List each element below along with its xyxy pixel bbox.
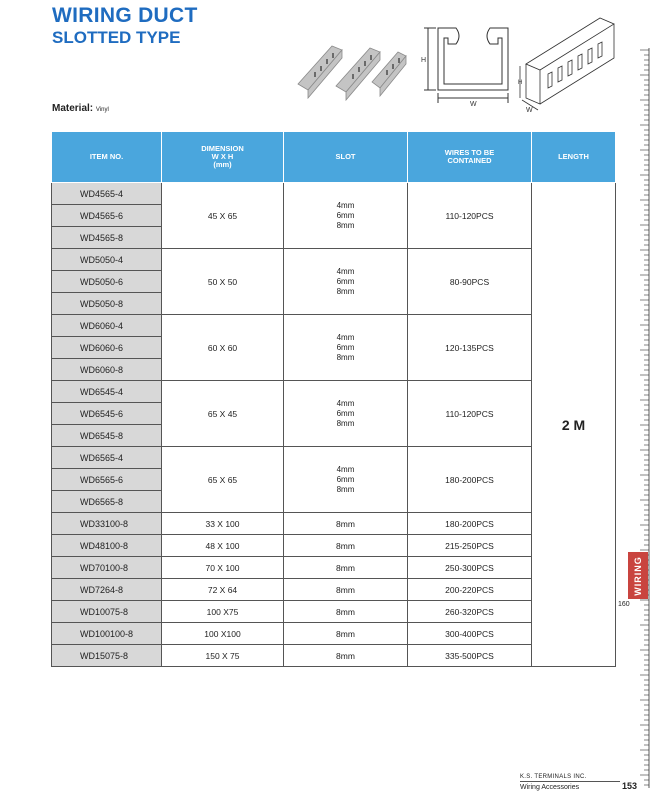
dimension-cell: 100 X100 [162, 623, 284, 645]
dimension-cell: 150 X 75 [162, 645, 284, 667]
wires-cell: 215-250PCS [408, 535, 532, 557]
table-row [52, 315, 616, 337]
dimension-cell: 33 X 100 [162, 513, 284, 535]
header-wires-line2: CONTAINED [447, 156, 492, 165]
dimension-cell: 60 X 60 [162, 315, 284, 381]
page-number: 153 [622, 781, 638, 791]
cross-section-diagram [418, 18, 516, 106]
slot-value: 8mm [336, 418, 355, 428]
slot-value: 8mm [336, 220, 355, 230]
width-label: W [470, 101, 477, 106]
slot-value: 8mm [336, 484, 355, 494]
slot-value: 4mm [336, 332, 355, 342]
item-no-cell: WD6545-8 [52, 425, 162, 447]
item-no-cell: WD6565-4 [52, 447, 162, 469]
wires-cell: 120-135PCS [408, 315, 532, 381]
wires-cell: 200-220PCS [408, 579, 532, 601]
table-row [52, 579, 616, 601]
header-wires [408, 132, 532, 183]
table-row [52, 557, 616, 579]
item-no-cell: WD6565-8 [52, 491, 162, 513]
wires-cell: 335-500PCS [408, 645, 532, 667]
item-no-cell: WD4565-6 [52, 205, 162, 227]
page-title: WIRING DUCT [52, 4, 198, 27]
item-no-cell: WD5050-6 [52, 271, 162, 293]
slot-value: 8mm [336, 286, 355, 296]
wires-cell: 260-320PCS [408, 601, 532, 623]
iso-width-label: W [526, 107, 533, 114]
header-length: LENGTH [532, 132, 616, 183]
iso-height-label: H [518, 80, 523, 86]
page-subtitle: SLOTTED TYPE [52, 28, 181, 47]
ruler-number: 160 [618, 601, 630, 608]
wires-cell: 300-400PCS [408, 623, 532, 645]
dimension-cell: 72 X 64 [162, 579, 284, 601]
slot-cell [284, 381, 408, 447]
table-row [52, 513, 616, 535]
dimension-cell: 65 X 65 [162, 447, 284, 513]
header-dimension [162, 132, 284, 183]
wires-cell: 250-300PCS [408, 557, 532, 579]
isometric-drawing [518, 8, 618, 114]
table-row [52, 447, 616, 469]
dimension-cell: 65 X 45 [162, 381, 284, 447]
section-tab-label: WIRING [633, 555, 643, 596]
slot-cell: 8mm [284, 557, 408, 579]
item-no-cell: WD5050-4 [52, 249, 162, 271]
item-no-cell: WD6545-4 [52, 381, 162, 403]
slot-cell: 8mm [284, 535, 408, 557]
material-value: Vinyl [95, 107, 109, 113]
item-no-cell: WD10075-8 [52, 601, 162, 623]
slot-value: 4mm [336, 200, 355, 210]
side-ruler [632, 48, 650, 788]
item-no-cell: WD6060-8 [52, 359, 162, 381]
item-no-cell: WD6060-4 [52, 315, 162, 337]
dimension-cell: 48 X 100 [162, 535, 284, 557]
item-no-cell: WD33100-8 [52, 513, 162, 535]
length-cell: 2 M [532, 183, 616, 667]
slot-value: 6mm [336, 408, 355, 418]
slot-value: 8mm [336, 352, 355, 362]
dimension-cell: 70 X 100 [162, 557, 284, 579]
slot-cell: 8mm [284, 623, 408, 645]
wires-cell: 80-90PCS [408, 249, 532, 315]
table-row [52, 381, 616, 403]
item-no-cell: WD6545-6 [52, 403, 162, 425]
item-no-cell: WD6565-6 [52, 469, 162, 491]
slot-value: 4mm [336, 266, 355, 276]
slot-value: 6mm [336, 474, 355, 484]
dimension-cell: 45 X 65 [162, 183, 284, 249]
spec-table [51, 131, 616, 667]
item-no-cell: WD70100-8 [52, 557, 162, 579]
footer-divider [520, 781, 620, 782]
item-no-cell: WD4565-8 [52, 227, 162, 249]
dimension-cell: 100 X75 [162, 601, 284, 623]
slot-cell: 8mm [284, 579, 408, 601]
table-row [52, 623, 616, 645]
slot-cell: 8mm [284, 513, 408, 535]
wires-cell: 110-120PCS [408, 183, 532, 249]
slot-cell [284, 315, 408, 381]
slot-cell [284, 249, 408, 315]
footer-company: K.S. TERMINALS INC. [520, 774, 587, 780]
item-no-cell: WD7264-8 [52, 579, 162, 601]
height-label: H [421, 57, 427, 64]
table-row [52, 183, 616, 205]
slot-value: 6mm [336, 276, 355, 286]
wires-cell: 180-200PCS [408, 513, 532, 535]
table-row [52, 645, 616, 667]
wires-cell: 110-120PCS [408, 381, 532, 447]
item-no-cell: WD48100-8 [52, 535, 162, 557]
section-tab [628, 552, 648, 599]
material-label: Material: [52, 103, 94, 114]
header-wires-line1: WIRES TO BE [444, 147, 495, 157]
header-dimension-line1: DIMENSION [201, 143, 244, 153]
table-row [52, 535, 616, 557]
slot-cell: 8mm [284, 601, 408, 623]
slot-cell: 8mm [284, 645, 408, 667]
slot-cell [284, 183, 408, 249]
wires-cell: 180-200PCS [408, 447, 532, 513]
item-no-cell: WD6060-6 [52, 337, 162, 359]
dimension-cell: 50 X 50 [162, 249, 284, 315]
slot-value: 4mm [336, 398, 355, 408]
product-photo [292, 36, 410, 102]
slot-cell [284, 447, 408, 513]
item-no-cell: WD4565-4 [52, 183, 162, 205]
item-no-cell: WD15075-8 [52, 645, 162, 667]
table-row [52, 249, 616, 271]
slot-value: 4mm [336, 464, 355, 474]
header-slot: SLOT [284, 132, 408, 183]
table-header-row [52, 132, 616, 183]
header-dimension-line2: W X H [211, 151, 234, 161]
item-no-cell: WD5050-8 [52, 293, 162, 315]
material-line [52, 103, 109, 114]
slot-value: 6mm [336, 210, 355, 220]
header-dimension-line3: (mm) [213, 160, 232, 170]
footer-category: Wiring Accessories [520, 784, 580, 791]
item-no-cell: WD100100-8 [52, 623, 162, 645]
table-row [52, 601, 616, 623]
header-item-no: ITEM NO. [52, 132, 162, 183]
slot-value: 6mm [336, 342, 355, 352]
